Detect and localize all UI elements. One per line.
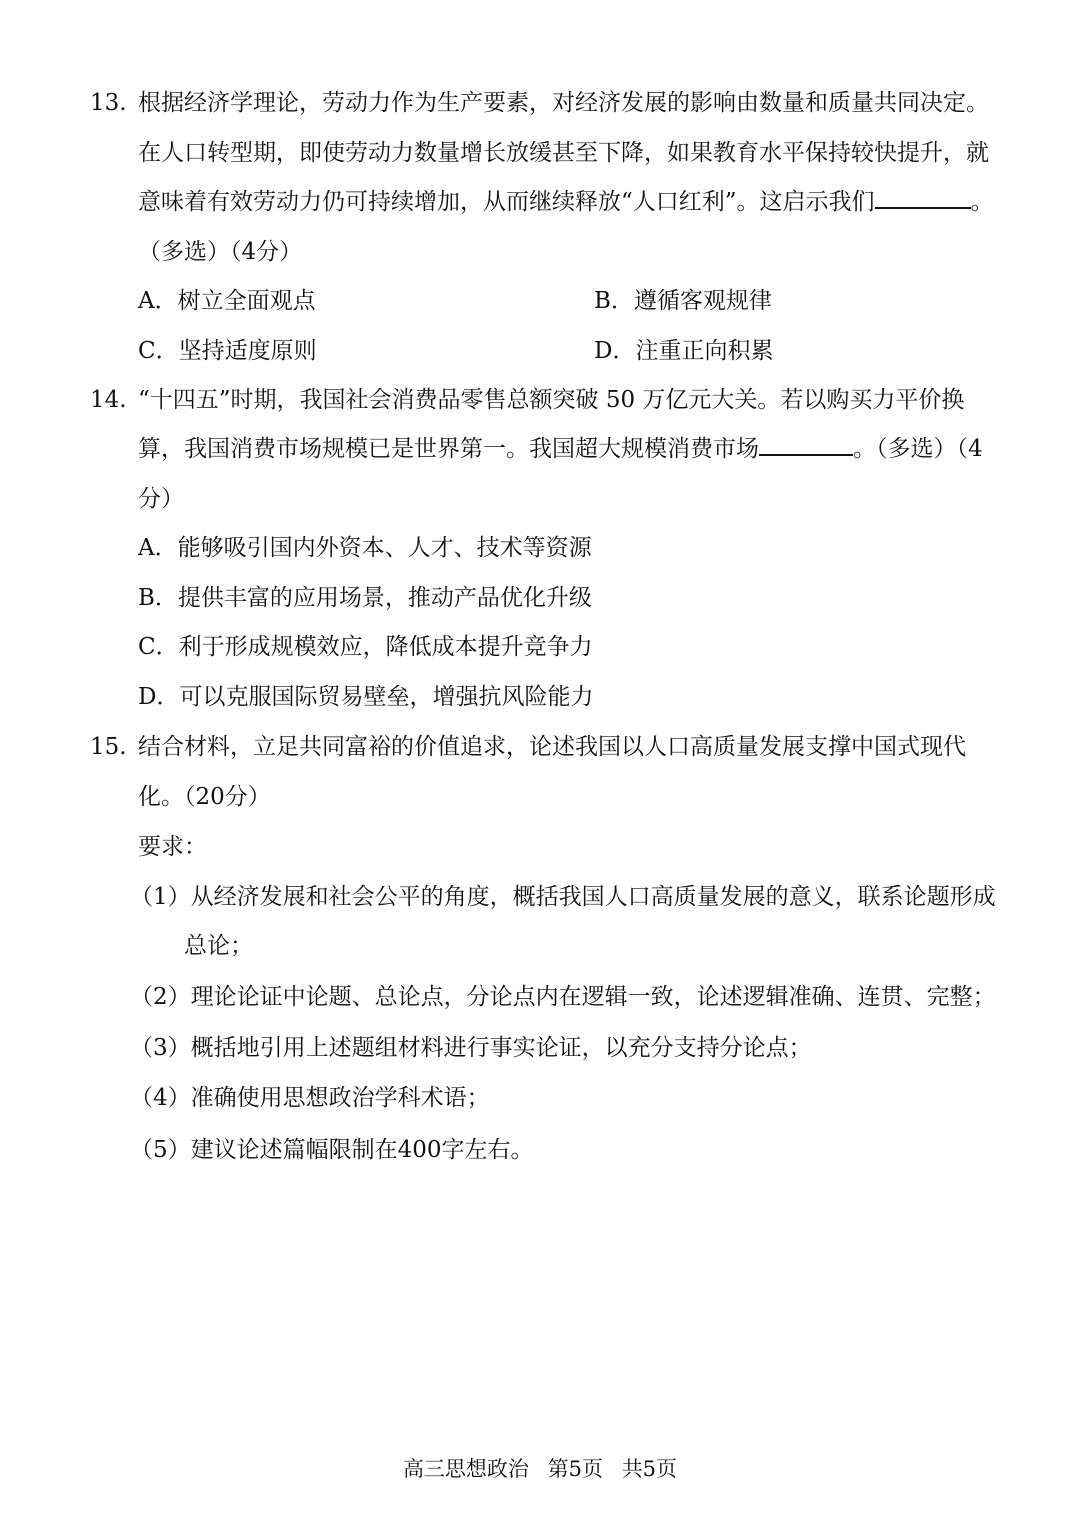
requirement-1-line-2: 总论；	[184, 933, 253, 959]
footer-total-pages: 共5页	[621, 1457, 678, 1481]
footer-subject: 高三思想政治	[402, 1457, 529, 1481]
question-14-option-a: A．能够吸引国内外资本、人才、技术等资源	[138, 535, 592, 561]
requirement-3: （3）概括地引用上述题组材料进行事实论证，以充分支持分论点；	[130, 1035, 812, 1061]
question-14-option-c: C．利于形成规模效应，降低成本提升竞争力	[138, 634, 593, 660]
requirement-4: （4）准确使用思想政治学科术语；	[130, 1085, 490, 1111]
question-13-line-1: 根据经济学理论，劳动力作为生产要素，对经济发展的影响由数量和质量共同决定。	[138, 90, 989, 116]
question-15-number: 15.	[90, 734, 127, 760]
question-14-line-2-end: 。（多选）（4	[853, 436, 983, 462]
requirement-2: （2）理论论证中论题、总论点，分论点内在逻辑一致，论述逻辑准确、连贯、完整；	[130, 984, 996, 1010]
question-13-option-b: B．遵循客观规律	[594, 288, 772, 314]
question-13-option-a: A．树立全面观点	[138, 288, 316, 314]
question-13-option-d: D．注重正向积累	[594, 338, 774, 364]
question-13-number: 13.	[90, 90, 127, 116]
question-13-line-3-text: 意味着有效劳动力仍可持续增加，从而继续释放“人口红利”。这启示我们	[138, 189, 875, 215]
question-13-line-2: 在人口转型期，即使劳动力数量增长放缓甚至下降，如果教育水平保持较快提升，就	[138, 140, 989, 166]
question-14-line-1: “十四五”时期，我国社会消费品零售总额突破 50 万亿元大关。若以购买力平价换	[138, 387, 965, 413]
answer-blank-13[interactable]	[875, 187, 971, 209]
question-14-line-2	[138, 434, 983, 464]
question-15-line-1: 结合材料，立足共同富裕的价值追求，论述我国以人口高质量发展支撑中国式现代	[138, 734, 966, 760]
question-14-number: 14.	[90, 387, 127, 413]
question-15-line-2: 化。（20分）	[138, 784, 271, 810]
question-13-line-3	[138, 187, 994, 217]
page-footer	[0, 1455, 1080, 1483]
requirements-label: 要求：	[138, 834, 207, 860]
question-14-line-2-text: 算，我国消费市场规模已是世界第一。我国超大规模消费市场	[138, 436, 759, 462]
question-13-option-c: C．坚持适度原则	[138, 338, 317, 364]
question-14-option-d: D．可以克服国际贸易壁垒，增强抗风险能力	[138, 684, 594, 710]
question-14-line-3: 分）	[138, 486, 184, 512]
answer-blank-14[interactable]	[759, 434, 853, 456]
footer-page-number: 第5页	[547, 1457, 603, 1481]
question-13-line-3-end: 。	[970, 189, 994, 215]
requirement-5: （5）建议论述篇幅限制在400字左右。	[130, 1137, 534, 1163]
question-13-score: （多选）（4分）	[138, 239, 303, 265]
requirement-1-line-1: （1）从经济发展和社会公平的角度，概括我国人口高质量发展的意义，联系论题形成	[130, 884, 996, 910]
question-14-option-b: B．提供丰富的应用场景，推动产品优化升级	[138, 585, 592, 611]
